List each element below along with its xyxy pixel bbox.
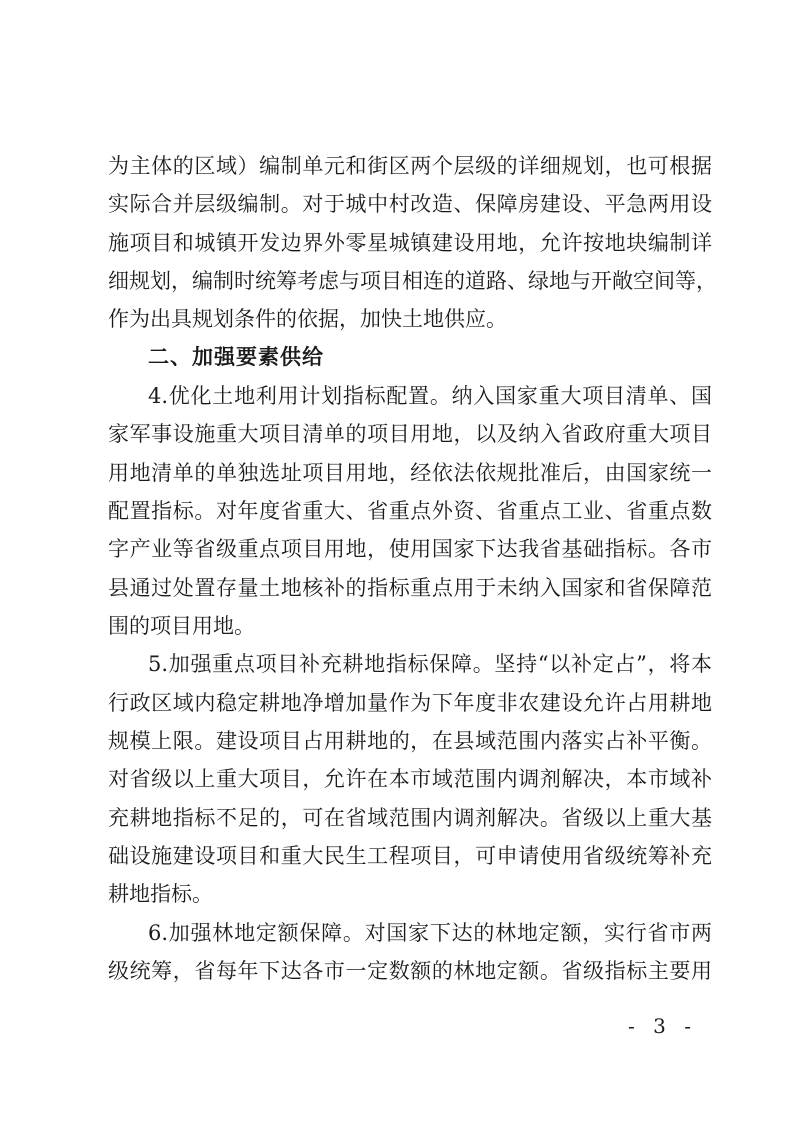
text-line: 行政区域内稳定耕地净增加量作为下年度非农建设允许占用耕地 (108, 691, 712, 715)
page-number: - 3 - (628, 1014, 697, 1038)
text-line: 县通过处置存量土地核补的指标重点用于未纳入国家和省保障范 (108, 576, 712, 600)
item-5-first-line: 5.加强重点项目补充耕地指标保障。坚持“以补定占”，将本 (148, 652, 712, 676)
text-line: 施项目和城镇开发边界外零星城镇建设用地，允许按地块编制详 (108, 231, 712, 255)
text-line: 充耕地指标不足的，可在省域范围内调剂解决。省级以上重大基 (108, 806, 712, 830)
text-line: 家军事设施重大项目清单的项目用地，以及纳入省政府重大项目 (108, 422, 712, 446)
text-line: 细规划，编制时统筹考虑与项目相连的道路、绿地与开敞空间等， (108, 269, 717, 293)
section-heading: 二、加强要素供给 (148, 345, 324, 369)
text-line: 实际合并层级编制。对于城中村改造、保障房建设、平急两用设 (108, 192, 712, 216)
text-line: 围的项目用地。 (108, 614, 255, 638)
text-line: 用地清单的单独选址项目用地，经依法依规批准后，由国家统一 (108, 461, 712, 485)
text-line: 耕地指标。 (108, 882, 213, 906)
item-6-first-line: 6.加强林地定额保障。对国家下达的林地定额，实行省市两 (148, 921, 712, 945)
text-line: 础设施建设项目和重大民生工程项目，可申请使用省级统筹补充 (108, 844, 712, 868)
text-line: 配置指标。对年度省重大、省重点外资、省重点工业、省重点数 (108, 499, 712, 523)
text-line: 对省级以上重大项目，允许在本市域范围内调剂解决，本市域补 (108, 767, 712, 791)
text-line: 规模上限。建设项目占用耕地的，在县域范围内落实占补平衡。 (108, 729, 712, 753)
item-4-first-line: 4.优化土地利用计划指标配置。纳入国家重大项目清单、国 (148, 384, 712, 408)
text-line: 字产业等省级重点项目用地，使用国家下达我省基础指标。各市 (108, 537, 712, 561)
text-line: 级统筹，省每年下达各市一定数额的林地定额。省级指标主要用 (108, 959, 712, 983)
text-line: 为主体的区域）编制单元和街区两个层级的详细规划，也可根据 (108, 154, 712, 178)
text-line: 作为出具规划条件的依据，加快土地供应。 (108, 307, 507, 331)
